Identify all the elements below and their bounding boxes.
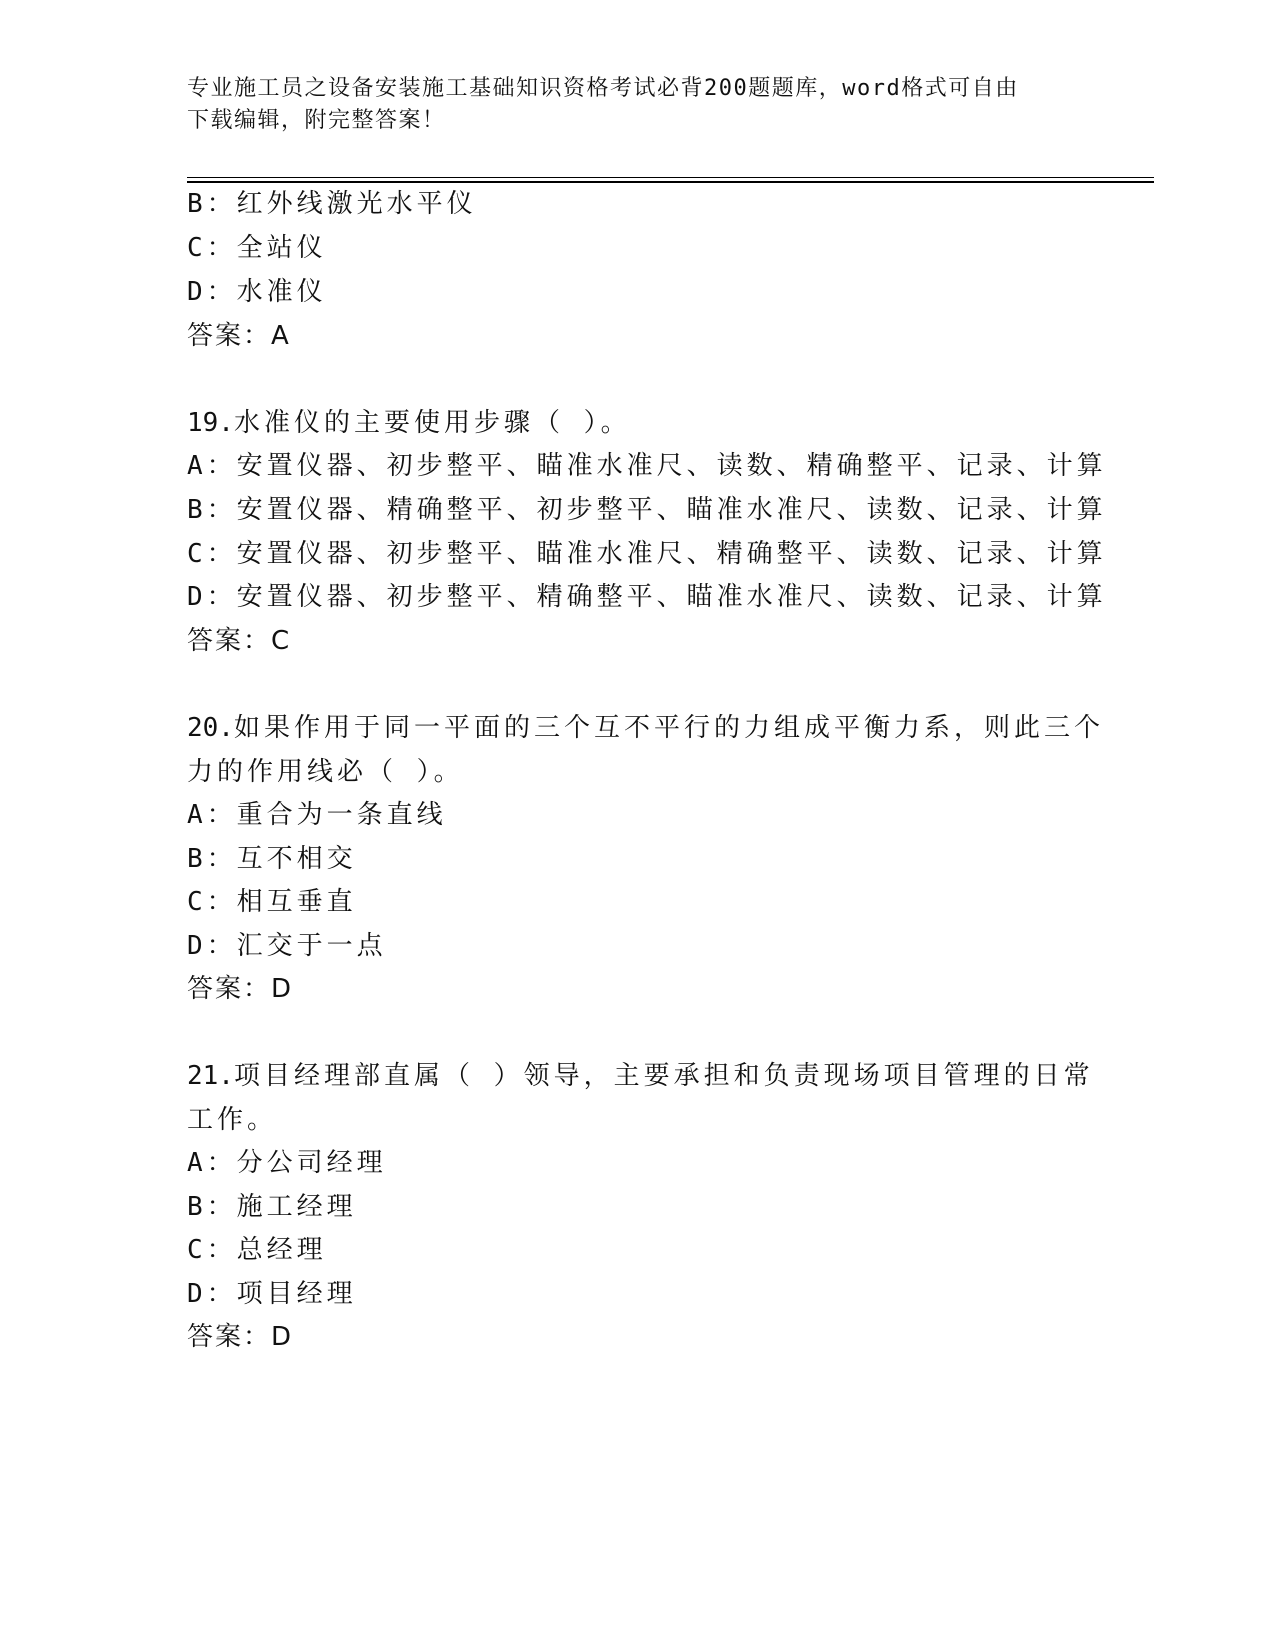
question-20-option-d: D：汇交于一点: [187, 931, 387, 961]
question-text: 水准仪的主要使用步骤（ ）。: [233, 408, 631, 438]
question-20-option-c: C：相互垂直: [187, 887, 357, 917]
question-number: 19.: [187, 408, 234, 438]
question-text: 项目经理部直属（ ）领导，主要承担和负责现场项目管理的日常: [233, 1061, 1094, 1091]
prev-option-b: B：红外线激光水平仪: [187, 189, 477, 219]
question-21-stem: [187, 1059, 1094, 1093]
prev-option-c: C：全站仪: [187, 233, 327, 263]
question-21-option-c: C：总经理: [187, 1235, 327, 1265]
header-divider-thick: [187, 181, 1154, 183]
question-21-option-b: B：施工经理: [187, 1192, 357, 1222]
question-19-option-c: C：安置仪器、初步整平、瞄准水准尺、精确整平、读数、记录、计算: [187, 539, 1107, 569]
question-19-option-a: A：安置仪器、初步整平、瞄准水准尺、读数、精确整平、记录、计算: [187, 451, 1107, 481]
question-20-stem: [187, 711, 1104, 745]
question-19-stem: [187, 406, 1087, 440]
question-19-option-d: D：安置仪器、初步整平、精确整平、瞄准水准尺、读数、记录、计算: [187, 582, 1107, 612]
header-line-2: 下载编辑，附完整答案！: [187, 108, 446, 133]
prev-answer: 答案：A: [187, 321, 291, 351]
question-20-answer: 答案：D: [187, 974, 294, 1004]
question-number: 21.: [187, 1061, 234, 1091]
prev-option-d: D：水准仪: [187, 277, 327, 307]
question-number: 20.: [187, 713, 234, 743]
question-20-stem-line-2: 力的作用线必（ ）。: [187, 757, 464, 787]
question-text: 如果作用于同一平面的三个互不平行的力组成平衡力系，则此三个: [233, 713, 1104, 743]
header-line-1: 专业施工员之设备安装施工基础知识资格考试必背200题题库，word格式可自由: [187, 76, 1019, 101]
question-20-option-a: A：重合为一条直线: [187, 800, 447, 830]
header-divider-thin: [187, 177, 1154, 178]
question-19-option-b: B：安置仪器、精确整平、初步整平、瞄准水准尺、读数、记录、计算: [187, 495, 1107, 525]
question-21-option-a: A：分公司经理: [187, 1148, 387, 1178]
document-header: [187, 73, 1067, 137]
question-21-answer: 答案：D: [187, 1322, 294, 1352]
question-21-option-d: D：项目经理: [187, 1279, 357, 1309]
question-21-stem-line-2: 工作。: [187, 1105, 278, 1135]
question-20-option-b: B：互不相交: [187, 844, 357, 874]
question-19-answer: 答案：C: [187, 626, 292, 656]
